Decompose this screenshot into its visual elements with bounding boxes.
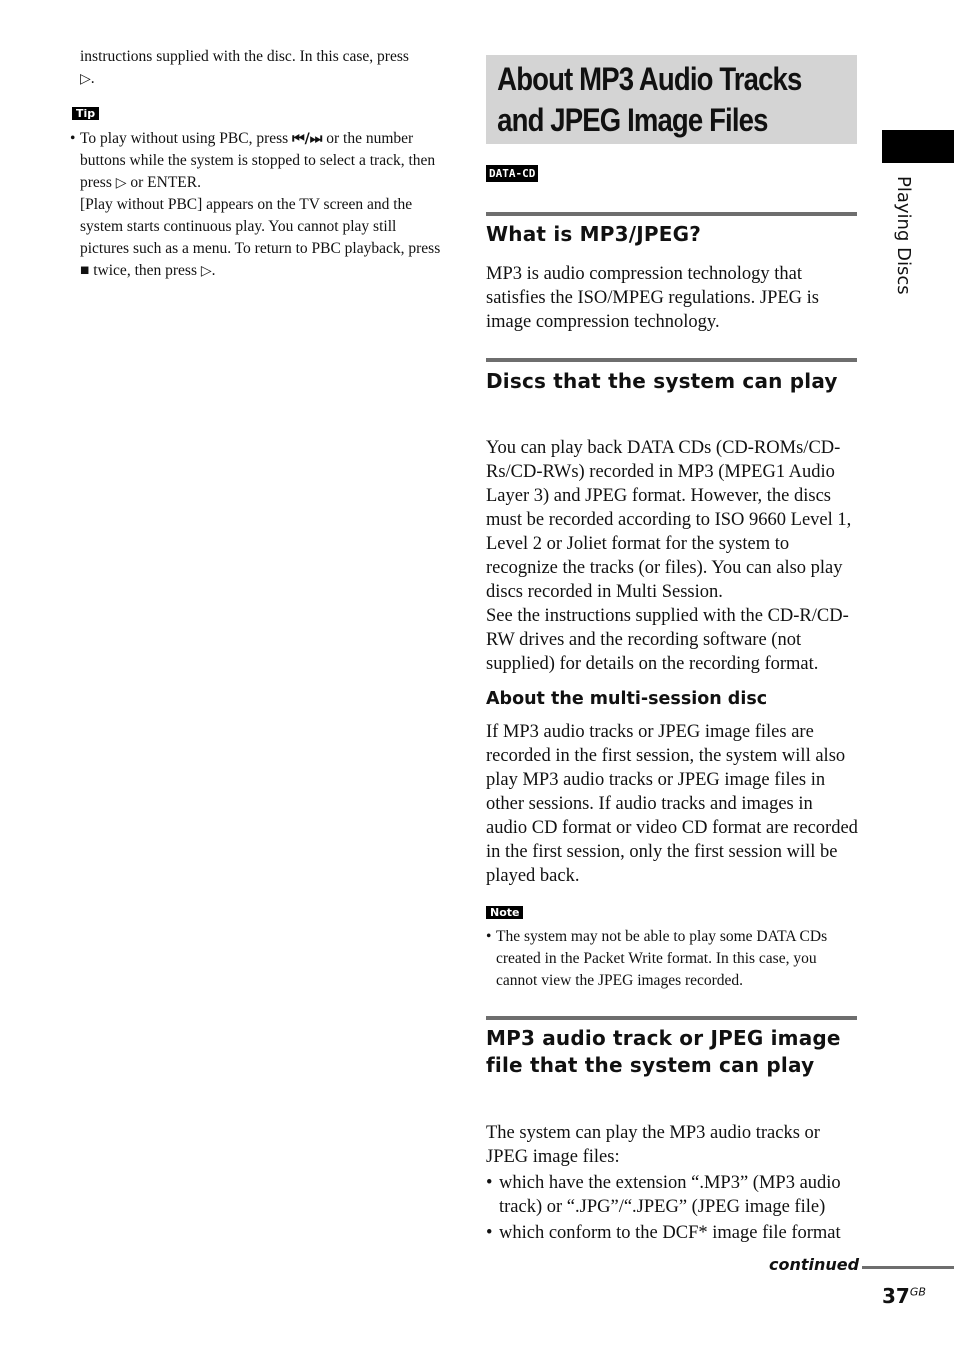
- intro-period: .: [90, 70, 95, 87]
- tip-text-6: .: [211, 262, 216, 279]
- page-number-value: 37: [882, 1284, 910, 1308]
- list-item: [486, 1171, 858, 1219]
- play-icon: ▷: [80, 71, 91, 87]
- stop-icon: ■: [80, 262, 90, 279]
- play-icon: ▷: [115, 175, 127, 191]
- discs-body-2: See the instructions supplied with the CD-R/CD-RW drives and the recording software (not supplied) for details on the recording format.: [486, 606, 849, 674]
- list-item: [486, 1221, 858, 1245]
- page-number: [882, 1284, 926, 1308]
- discs-body: [486, 436, 858, 676]
- list-item-text: which conform to the DCF* image file format: [499, 1223, 841, 1243]
- note-badge: Note: [486, 906, 523, 919]
- tip-text-1: To play without using PBC, press: [80, 130, 293, 147]
- tip-item: [70, 128, 442, 282]
- page-title: [486, 55, 805, 141]
- heading-mp3-track: MP3 audio track or JPEG image file that the system can play: [486, 1026, 841, 1077]
- tip-text-2: or the number buttons while the system is stopped to select a track, then press: [80, 130, 436, 191]
- section-divider: [486, 358, 857, 362]
- note-text: The system may not be able to play some DATA CDs created in the Packet Write format. In this case, you cannot view the JPEG images recorded.: [496, 928, 828, 989]
- section-divider: [486, 212, 857, 216]
- note-item: [486, 926, 856, 992]
- tip-text-5: twice, then press: [89, 262, 201, 279]
- page-number-suffix: GB: [909, 1285, 926, 1299]
- side-tab-label: [886, 176, 922, 316]
- note-list-item: [486, 926, 856, 992]
- heading-multi-session: About the multi-session disc: [486, 689, 768, 709]
- intro-paragraph: [80, 46, 442, 90]
- page-title-line-1: About MP3 Audio Tracks: [497, 61, 802, 97]
- left-column: [70, 46, 442, 282]
- note-block: [486, 903, 523, 921]
- play-icon: ▷: [200, 263, 212, 279]
- discs-body-1: You can play back DATA CDs (CD-ROMs/CD-Rs/CD-RWs) recorded in MP3 (MPEG1 Audio Layer 3) and JPEG format. However, the discs must be recorded according to ISO 9660 Level 1, Level 2 or Joliet format for the system to recognize the tracks (or files). You can also play discs recorded in Multi Session.: [486, 438, 852, 602]
- bullet-icon: •: [486, 1173, 493, 1193]
- what-is-body: MP3 is audio compression technology that satisfies the ISO/MPEG regulations. JPEG is image compression technology.: [486, 264, 819, 332]
- intro-text: instructions supplied with the disc. In this case, press: [80, 48, 409, 65]
- tip-text-3: or ENTER.: [126, 174, 201, 191]
- section-divider: [486, 1016, 857, 1020]
- page-title-line-2: and JPEG Image Files: [497, 102, 768, 138]
- heading-what-is: What is MP3/JPEG?: [486, 222, 702, 246]
- page-title-box: [486, 55, 857, 144]
- data-cd-badge: DATA-CD: [486, 165, 538, 182]
- bullet-icon: •: [486, 1223, 493, 1243]
- side-tab-marker: [882, 130, 954, 163]
- bullet-icon: •: [70, 130, 76, 147]
- side-tab-text: Playing Discs: [893, 176, 914, 295]
- mp3-track-intro: The system can play the MP3 audio tracks or JPEG image files:: [486, 1123, 820, 1167]
- prev-next-icon: ⏮/⏭: [292, 131, 323, 147]
- tip-block: [70, 104, 442, 282]
- mp3-track-body: [486, 1121, 858, 1245]
- multi-session-body: If MP3 audio tracks or JPEG image files are recorded in the first session, the system will also play MP3 audio tracks or JPEG image files in other sessions. If audio tracks and images in audio CD format or video CD format are recorded in the first session, only the first session will be played back.: [486, 722, 858, 886]
- heading-discs: Discs that the system can play: [486, 369, 838, 393]
- tip-badge: Tip: [72, 107, 99, 120]
- continued-label: continued: [769, 1255, 860, 1274]
- list-item-text: which have the extension “.MP3” (MP3 audio track) or “.JPG”/“.JPEG” (JPEG image file): [499, 1173, 841, 1217]
- continued-rule: [862, 1266, 954, 1269]
- tip-text-4: [Play without PBC] appears on the TV screen and the system starts continuous play. You cannot play still pictures such as a menu. To return to PBC playback, press: [80, 196, 441, 257]
- bullet-icon: •: [486, 928, 492, 945]
